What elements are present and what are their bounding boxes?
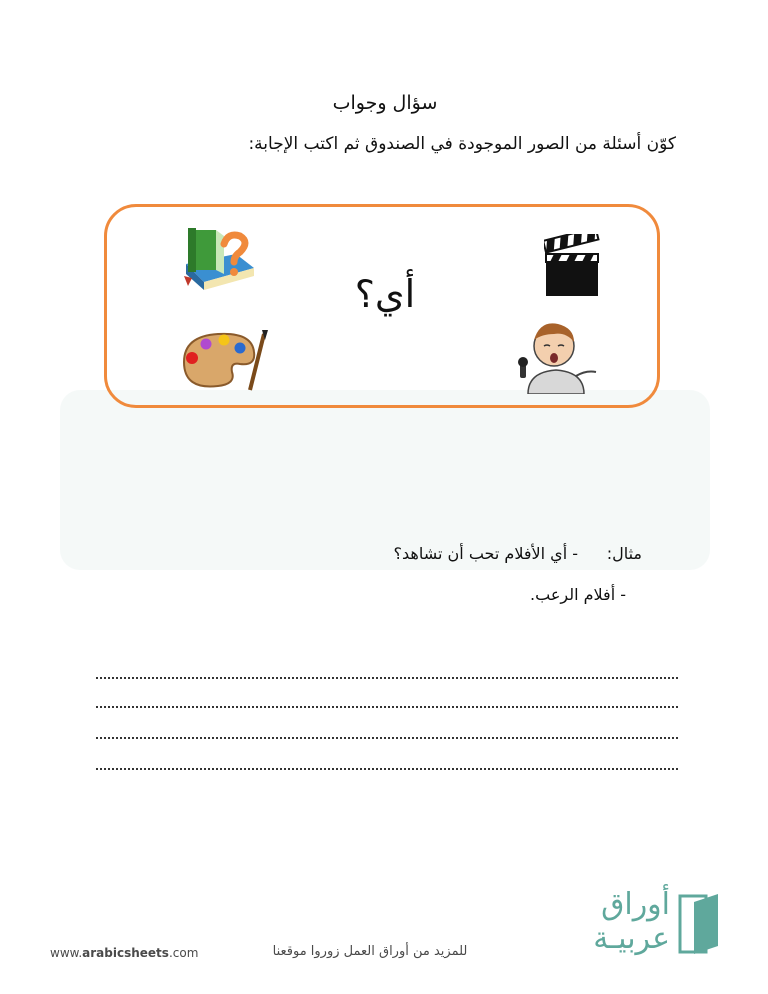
footer-url-prefix: www. (50, 946, 83, 960)
books-question-icon (180, 224, 260, 296)
singer-with-microphone-icon (514, 318, 598, 394)
footer-website-link[interactable] (50, 946, 198, 960)
instructions: كوّن أسئلة من الصور الموجودة في الصندوق ثم اكتب الإجابة: (248, 134, 676, 154)
question-word: أي؟ (354, 272, 416, 316)
footer-more-text: للمزيد من أوراق العمل زوروا موقعنا (272, 944, 468, 959)
example-label: مثال: (606, 544, 642, 563)
example-question: - أي الأفلام تحب أن تشاهد؟ (393, 544, 578, 563)
answer-line-2[interactable] (96, 706, 678, 708)
answer-line-3[interactable] (96, 737, 678, 739)
footer-url-suffix: .com (168, 946, 199, 960)
logo-book-icon (676, 892, 722, 956)
logo-line-2: عربيـة (593, 921, 670, 956)
paint-palette-icon (178, 328, 270, 394)
logo-line-1: أوراق (601, 887, 670, 922)
answer-line-4[interactable] (96, 768, 678, 770)
clapperboard-icon (544, 234, 600, 298)
example-answer: - أفلام الرعب. (530, 585, 626, 604)
page-title: سؤال وجواب (332, 92, 438, 114)
footer-url-bold: arabicsheets (82, 946, 169, 960)
logo-text (570, 888, 670, 956)
answer-line-1[interactable] (96, 677, 678, 679)
